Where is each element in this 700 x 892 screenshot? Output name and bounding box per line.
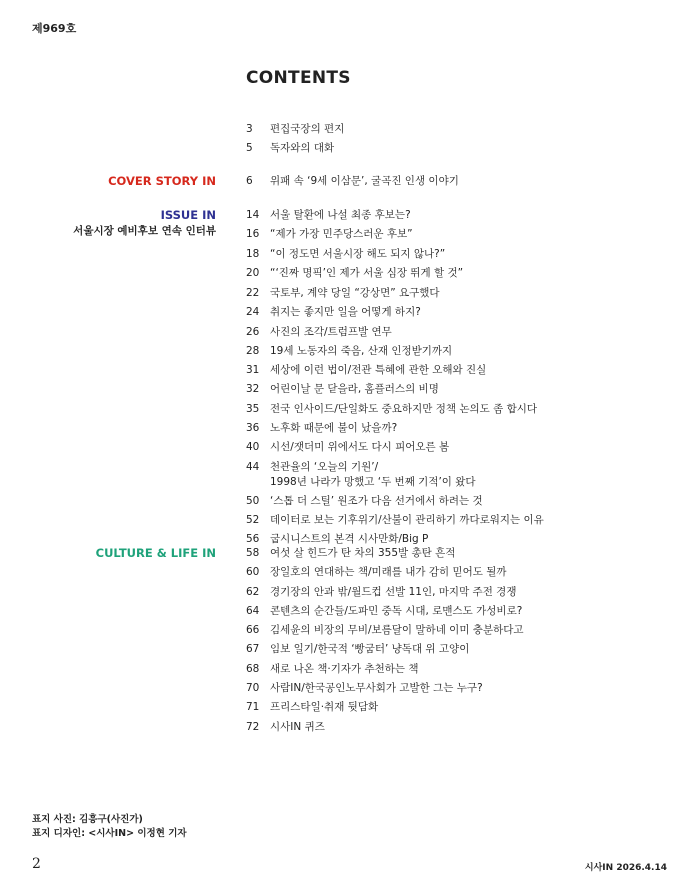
toc-page-number: 68 [246,662,260,675]
cover-photo-credit: 표지 사진: 김흥구(사진가) [32,814,143,825]
toc-title: 어린이날 문 닫을라, 홈플러스의 비명 [270,383,439,396]
toc-title: 굽시니스트의 본격 시사만화/Big P [270,533,429,546]
toc-page-number: 22 [246,287,260,299]
toc-title: 국토부, 계약 당일 “강상면” 요구했다 [270,287,440,299]
toc-title: ‘스톱 더 스틸’ 원조가 다음 선거에서 하려는 것 [270,494,483,507]
toc-title: 서울 탈환에 나설 최종 후보는? [270,209,411,221]
section-header-cover [108,173,216,189]
toc-page-number: 14 [246,209,260,221]
toc-page-number: 64 [246,604,260,617]
toc-title: 경기장의 안과 밖/월드컵 선발 11인, 마지막 주전 경쟁 [270,585,517,598]
toc-page-number: 72 [246,720,260,733]
toc-title: 시선/잿더미 위에서도 다시 피어오른 봄 [270,441,450,454]
toc-title: 임보 일기/한국적 ‘빵굼터’ 냥독대 위 고양이 [270,643,470,656]
toc-title: 데이터로 보는 기후위기/산불이 관리하기 까다로워지는 이유 [270,513,544,526]
toc-title: 프리스타일·취재 뒷담화 [270,701,379,714]
toc-title: 독자와의 대화 [270,142,335,155]
footer-issue-date: 시사IN 2026.4.14 [584,863,667,873]
section-title: COVER STORY IN [108,174,216,188]
toc-page-number: 18 [246,247,260,260]
section-title: CULTURE & LIFE IN [95,546,216,560]
toc-title: 김세윤의 비장의 무비/보름달이 말하네 이미 충분하다고 [270,624,524,637]
cover-credits [32,813,187,841]
toc-page-number: 71 [246,701,260,714]
toc-page-number: 58 [246,547,260,559]
issue-number: 제969호 [32,22,77,35]
toc-title: 세상에 이런 법이/전관 특혜에 관한 오해와 진실 [270,364,487,377]
toc-title: 편집국장의 편지 [270,123,345,135]
toc-title-line: 천관율의 ‘오늘의 기원’/ [270,460,379,473]
toc-page-number: 60 [246,566,260,579]
toc-title: 시사IN 퀴즈 [270,720,325,733]
toc-page-number: 70 [246,682,260,695]
toc-page-number: 32 [246,383,260,396]
toc-page-number: 3 [246,123,253,135]
toc-title: 19세 노동자의 죽음, 산재 인정받기까지 [270,344,453,357]
toc-page-number: 36 [246,422,260,435]
toc-title: 노후화 때문에 불이 났을까? [270,422,398,435]
toc-page-number: 66 [246,624,260,637]
toc-title: 사람IN/한국공인노무사회가 고발한 그는 누구? [270,682,483,695]
toc-title: 새로 나온 책·기자가 추천하는 책 [270,662,419,675]
toc-page-number: 52 [246,513,260,526]
toc-page-number: 24 [246,306,260,319]
toc-page-number: 50 [246,494,260,507]
cover-design-credit: 표지 디자인: <시사IN> 이정현 기자 [32,828,187,839]
page-title: CONTENTS [246,68,351,88]
toc-title: 사진의 조각/트럼프발 연무 [270,325,392,338]
toc-page-number: 56 [246,533,260,546]
toc-page-number: 16 [246,228,260,241]
toc-title [270,460,600,490]
toc-page-number: 40 [246,441,260,454]
toc-page-number: 28 [246,344,260,357]
toc-page-number: 26 [246,325,260,338]
toc-page-number: 6 [246,175,253,187]
toc-title: 전국 인사이드/단일화도 중요하지만 정책 논의도 좀 합시다 [270,402,537,415]
toc-page-number: 5 [246,142,253,155]
page-number: 2 [32,856,41,872]
toc-title: 여섯 살 힌드가 탄 차의 355발 총탄 흔적 [270,547,456,559]
toc-title: 취지는 좋지만 일을 어떻게 하지? [270,306,421,319]
toc-page-number: 62 [246,585,260,598]
toc-page-number: 44 [246,460,260,473]
toc-title-line: 1998년 나라가 망했고 ‘두 번째 기적’이 왔다 [270,475,476,488]
toc-title: “‘진짜 명픽’인 제가 서울 심장 뛰게 할 것” [270,266,464,279]
toc-title: 장일호의 연대하는 책/미래를 내가 감히 믿어도 될까 [270,566,507,579]
toc-page-number: 35 [246,402,260,415]
toc-title: “제가 가장 민주당스러운 후보” [270,228,413,241]
section-title: ISSUE IN [160,208,216,222]
section-header-issue [73,207,216,239]
toc-page-number: 31 [246,364,260,377]
toc-page-number: 67 [246,643,260,656]
toc-title: 위패 속 ‘9세 이삼문’, 굴곡진 인생 이야기 [270,175,459,187]
section-subtitle: 서울시장 예비후보 연속 인터뷰 [73,225,216,237]
section-header-culture [96,545,216,561]
toc-page-number: 20 [246,266,260,279]
toc-title: “이 정도면 서울시장 해도 되지 않나?” [270,247,446,260]
toc-title: 콘텐츠의 순간들/도파민 중독 시대, 로맨스도 가성비로? [270,604,523,617]
